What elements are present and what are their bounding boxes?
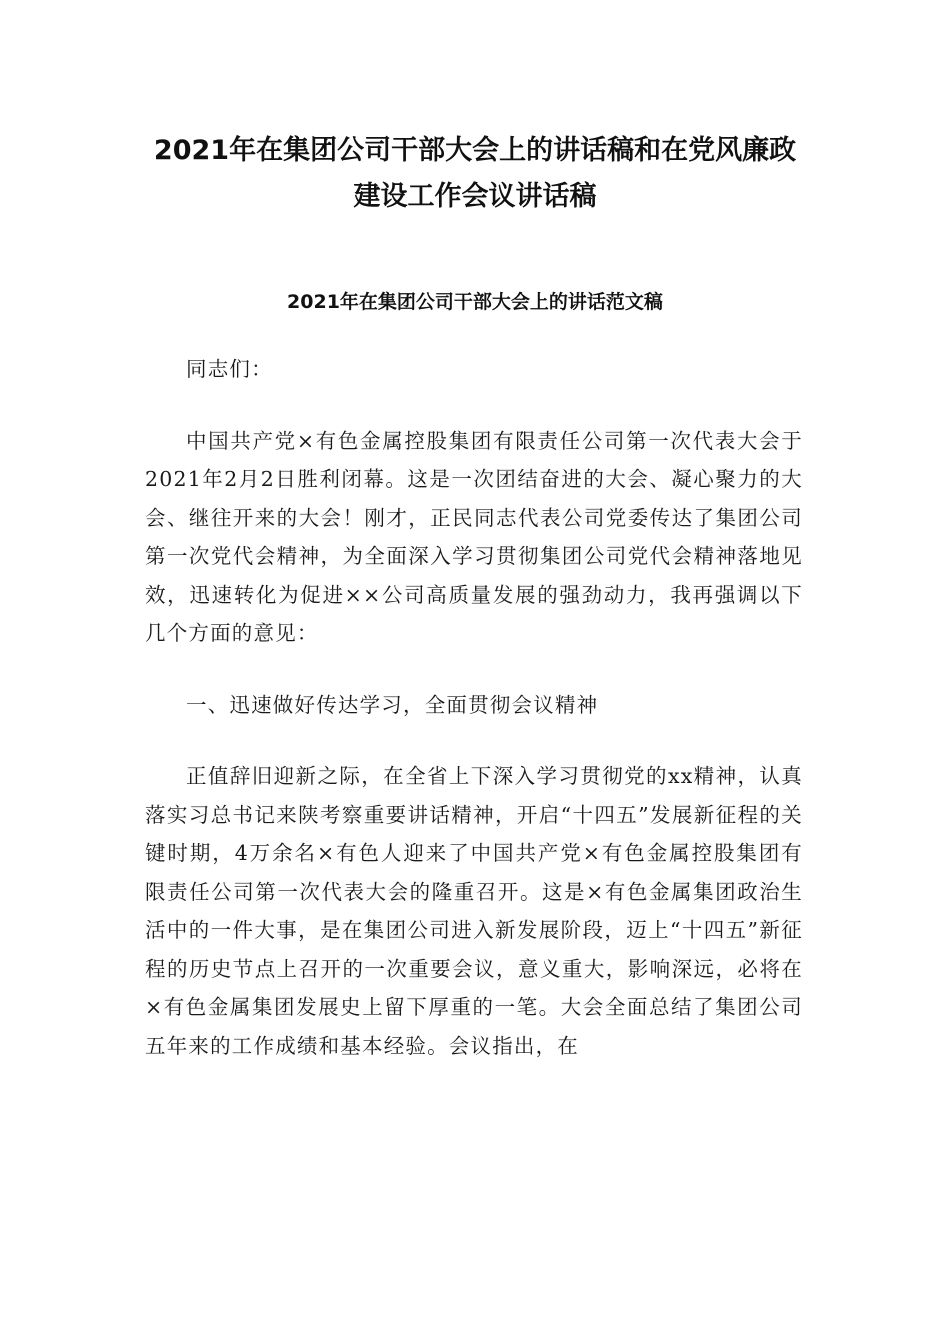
paragraph-heading-1: 一、迅速做好传达学习，全面贯彻会议精神 — [186, 692, 599, 717]
paragraph-body-1: 正值辞旧迎新之际，在全省上下深入学习贯彻党的xx精神，认真落实习总书记来陕考察重要讲话精神，开启“十四五”发展新征程的关键时期，4万余名×有色人迎来了中国共产党×有色金属控股集团有限责任公司第一次代表大会的隆重召开。这是×有色金属集团政治生活中的一件大事，是在集团公司进入新发展阶段，迈上“十四五”新征程的历史节点上召开的一次重要会议，意义重大，影响深远，必将在×有色金属集团发展史上留下厚重的一笔。大会全面总结了集团公司五年来的工作成绩和基本经验。会议指出，在 — [145, 764, 803, 1058]
greeting: 同志们： — [186, 357, 273, 381]
paragraph-intro: 中国共产党×有色金属控股集团有限责任公司第一次代表大会于2021年2月2日胜利闭幕。这是一次团结奋进的大会、凝心聚力的大会、继往开来的大会！刚才，正民同志代表公司党委传达了集团公司第一次党代会精神，为全面深入学习贯彻集团公司党代会精神落地见效，迅速转化为促进××公司高质量发展的强劲动力，我再强调以下几个方面的意见： — [145, 428, 803, 645]
document-body — [145, 350, 803, 1098]
document-title: 2021年在集团公司干部大会上的讲话稿和在党风廉政建设工作会议讲话稿 — [153, 135, 797, 212]
section-title: 2021年在集团公司干部大会上的讲话范文稿 — [287, 291, 663, 313]
